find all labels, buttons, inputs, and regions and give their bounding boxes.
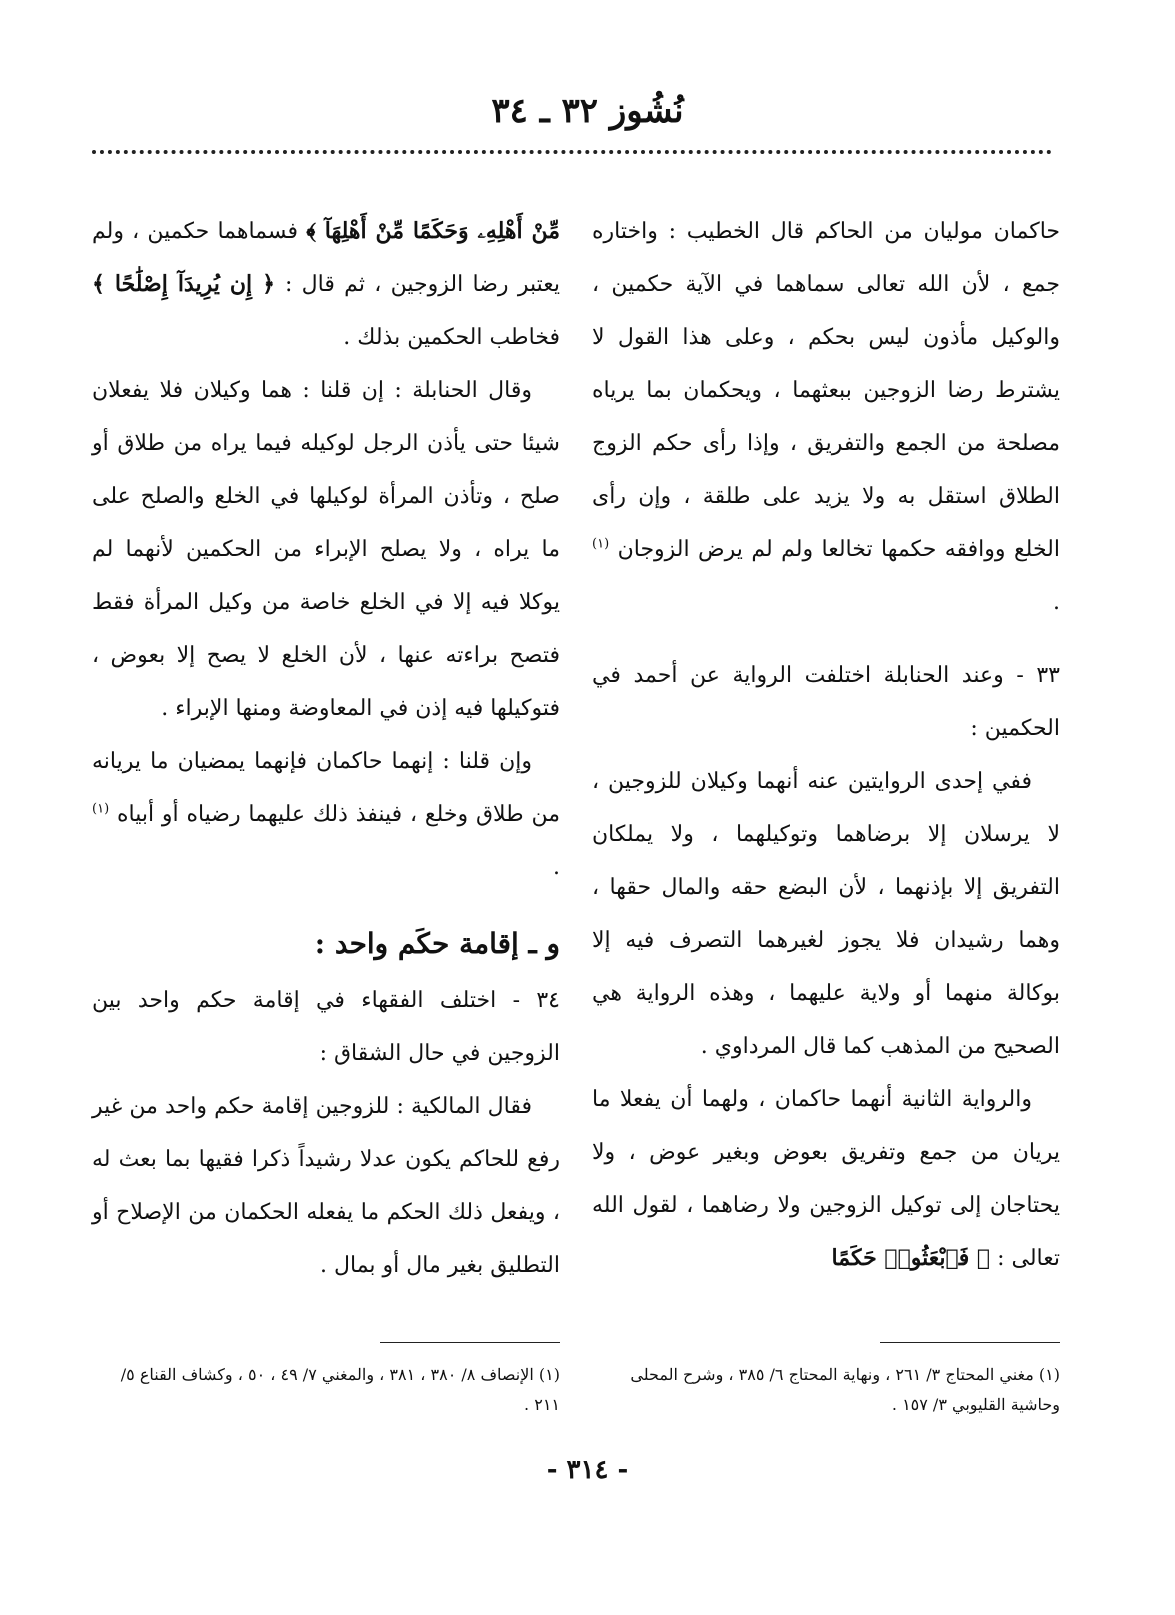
paragraph-text: وإن قلنا : إنهما حاكمان فإنهما يمضيان ما يريانه من طلاق وخلع ، فينفذ ذلك عليهما رضياه أو أبياه	[92, 749, 560, 827]
paragraph: ٣٣ - وعند الحنابلة اختلفت الرواية عن أحمد في الحكمين :	[592, 663, 1060, 741]
footnote: (١) الإنصاف ٨/ ٣٨٠ ، ٣٨١ ، والمغني ٧/ ٤٩ ، ٥٠ ، وكشاف القناع ٥/ ٢١١ .	[120, 1365, 560, 1414]
paragraph: ٣٤ - اختلف الفقهاء في إقامة حكم واحد بين الزوجين في حال الشقاق :	[92, 988, 560, 1066]
quran-quote: ﴿ إِن يُرِيدَآ إِصْلَٰحًا ﴾	[92, 271, 285, 297]
footnote-ref: (١)	[92, 801, 110, 817]
paragraph	[592, 1073, 1060, 1285]
section-title: و ـ إقامة حكَم واحد :	[314, 927, 560, 960]
paragraph: ففي إحدى الروايتين عنه أنهما وكيلان للزوجين ، لا يرسلان إلا برضاهما وتوكيلهما ، ولا يملكان التفريق إلا بإذنهما ، لأن البضع حقه والمال حقها ، وهما رشيدان فلا يجوز لغيرهما التصرف فيه إلا بوكالة منهما أو ولاية عليهما ، وهذه الرواية هي الصحيح من المذهب كما قال المرداوي .	[592, 769, 1060, 1059]
paragraph	[592, 205, 1060, 629]
paragraph	[92, 735, 560, 894]
quran-quote: ﴿ فَٱبْعَثُوا۟ حَكَمًا	[831, 1245, 991, 1271]
paragraph-end: .	[1053, 590, 1060, 615]
paragraph-text: فسماهما حكمين ، ولم يعتبر رضا الزوجين ، ثم قال :	[92, 219, 561, 297]
paragraph-end: .	[553, 855, 560, 880]
quran-quote: مِّنْ أَهْلِهِۦ وَحَكَمًا مِّنْ أَهْلِهَآ ﴾	[306, 218, 560, 244]
footnote-divider	[880, 1342, 1060, 1343]
spacer	[592, 629, 1060, 649]
paragraph: وقال الحنابلة : إن قلنا : هما وكيلان فلا يفعلان شيئا حتى يأذن الرجل لوكيله فيما يراه من طلاق أو صلح ، وتأذن المرأة لوكيلها في الخلع والصلح على ما يراه ، ولا يصلح الإبراء من الحكمين لأنهما لم يوكلا فيه إلا في الخلع خاصة من وكيل المرأة فقط فتصح براءته عنها ، لأن الخلع لا يصح إلا بعوض ، فتوكيلها فيه إذن في المعاوضة ومنها الإبراء .	[92, 378, 560, 721]
page-title: نُشُوز ٣٢ ـ ٣٤	[491, 91, 684, 131]
header-divider	[92, 150, 1052, 154]
footnote-divider	[380, 1342, 560, 1343]
footnote: (١) مغني المحتاج ٣/ ٢٦١ ، ونهاية المحتاج ٦/ ٣٨٥ ، وشرح المحلى وحاشية القليوبي ٣/ ١٥٧ .	[630, 1365, 1060, 1414]
paragraph	[92, 205, 560, 364]
spacer	[92, 894, 560, 914]
page-number: - ٣١٤ -	[546, 1455, 629, 1485]
paragraph-text: حاكمان موليان من الحاكم قال الخطيب : واختاره جمع ، لأن الله تعالى سماهما في الآية حكمين ، والوكيل مأذون ليس بحكم ، وعلى هذا القول لا يشترط رضا الزوجين ببعثهما ، ويحكمان بما يرياه مصلحة من الجمع والتفريق ، وإذا رأى حكم الزوج الطلاق استقل به ولا يزيد على طلقة ، وإن رأى الخلع ووافقه حكمها تخالعا ولم لم يرض الزوجان	[592, 219, 1061, 562]
paragraph: فقال المالكية : للزوجين إقامة حكم واحد من غير رفع للحاكم يكون عدلا رشيداً ذكرا فقيها بما بعث له ، ويفعل ذلك الحكم ما يفعله الحكمان من الإصلاح أو التطليق بغير مال أو بمال .	[92, 1094, 560, 1278]
paragraph-end: فخاطب الحكمين بذلك .	[343, 325, 560, 350]
footnote-ref: (١)	[592, 536, 610, 552]
paragraph-text: والرواية الثانية أنهما حاكمان ، ولهما أن يفعلا ما يريان من جمع وتفريق بعوض وبغير عوض ، ولا يحتاجان إلى توكيل الزوجين ولا رضاهما ، لقول الله تعالى :	[592, 1087, 1060, 1271]
